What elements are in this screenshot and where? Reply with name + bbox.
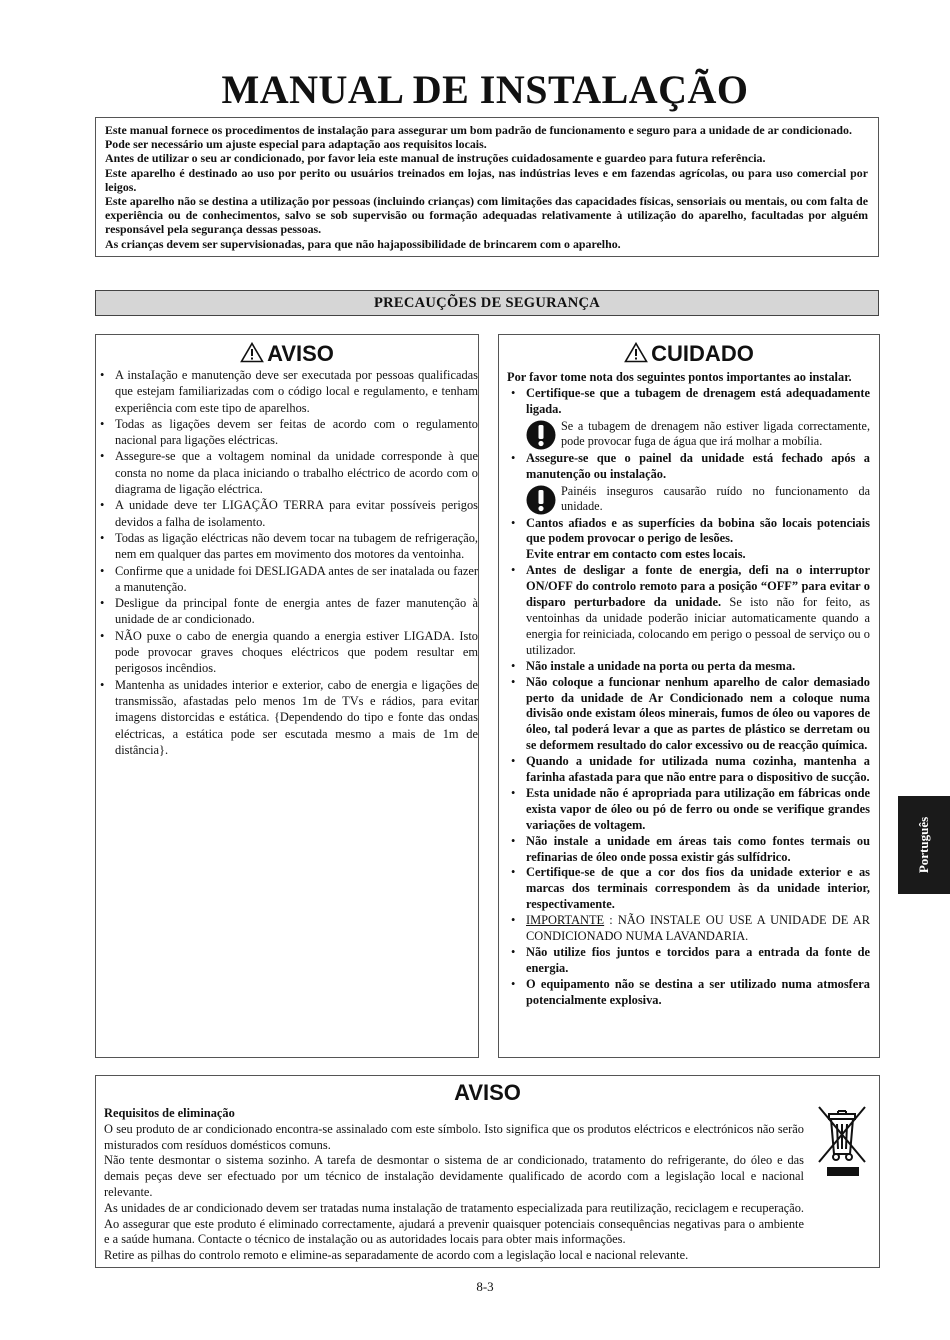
list-item: • Todas as ligação eléctricas não devem tocar na tubagem de refrigeração, nem em qualquer das partes em movimento dos motores da ventoinha. [96, 530, 478, 563]
list-item-text: Não utilize fios juntos e torcidos para a entrada da fonte de energia. [526, 945, 870, 975]
disposal-paragraph: O seu produto de ar condicionado encontra-se assinalado com este símbolo. Isto significa que os produtos eléctricos e electrónicos não serão misturados com resíduos domésticos comuns. [104, 1121, 804, 1152]
list-item: • Desligue da principal fonte de energia antes de fazer manutenção à unidade de ar condicionado. [96, 595, 478, 628]
list-item-text: Assegure-se que o painel da unidade está fechado após a manutenção ou instalação. [526, 450, 870, 481]
list-item-text: Não coloque a funcionar nenhum aparelho de calor demasiado perto da unidade de Ar Condicionado nem a coloque numa divisão onde existam óleos minerais, fumos de óleo ou vapores de óleo, tal poderá levar a que as partes de plástico se derretam ou se deformem resultado do calor excessivo ou de reacção química. [526, 674, 870, 753]
intro-paragraph: Este aparelho é destinado ao uso por perito ou usuários treinados em lojas, nas indústrias leves e em fazendas agrícolas, ou para uso comercial por leigos. [105, 165, 868, 194]
list-item [507, 386, 870, 450]
list-item-text: O equipamento não se destina a ser utilizado numa atmosfera potencialmente explosiva. [526, 976, 870, 1007]
list-item-text: Esta unidade não é apropriada para utilização em fábricas onde exista vapor de óleo ou pó de ferro ou onde se verifique grandes variações de voltagem. [526, 785, 870, 832]
cuidado-list [507, 386, 870, 1009]
intro-paragraph: Pode ser necessário um ajuste especial para adaptação aos requisitos locais. [105, 137, 487, 152]
disposal-box [95, 1075, 880, 1268]
section-title-safety: PRECAUÇÕES DE SEGURANÇA [95, 290, 879, 316]
list-item-text: Certifique-se que a tubagem de drenagem está adequadamente ligada. [526, 385, 870, 416]
list-item: • A instaIação e manutenção deve ser executada por pessoas qualificadas que estejam familiarizadas com o código local e regulamento, e tenham experiência com este tipo de aparelhos. [96, 367, 478, 416]
list-item [507, 675, 870, 755]
exclamation-icon [526, 485, 556, 515]
cuidado-heading-text: CUIDADO [651, 341, 754, 366]
intro-paragraph: Antes de utilizar o seu ar condicionado, por favor leia este manual de instruções cuidadosamente e guardeo para futura referência. [105, 151, 766, 166]
list-item [507, 516, 870, 564]
list-item: • Mantenha as unidades interior e exterior, cabo de energia e ligações de transmissão, afastadas pelo menos 1m de TVs e rádios, para evitar imagens distorcidas e estática. {Dependendo do tipo e fonte das ondas eléctricas, a estática pode ser escutada mesmo a mais de 1m de distância}. [96, 677, 478, 758]
list-item [507, 754, 870, 786]
aviso-list [96, 367, 478, 758]
list-item-text: Não instale a unidade em áreas tais como fontes termais ou refinarias de óleo onde possa existir gás sulfídrico. [526, 833, 870, 864]
cuidado-lead: Por favor tome nota dos seguintes pontos importantes ao instalar. [507, 370, 852, 384]
disposal-paragraph: Retire as pilhas do controlo remoto e elimine-as separadamente de acordo com a legislação local e nacional relevante. [104, 1248, 689, 1263]
exclamation-icon [526, 420, 556, 450]
intro-box [95, 117, 879, 257]
list-item [507, 786, 870, 834]
disposal-paragraph: Não tente desmontar o sistema sozinho. A tarefa de desmontar o sistema de ar condicionado, tratamento do refrigerante, do óleo e das demais peças deve ser efectuado por um técnico de instalação devidamente qualificado de acordo com a legislação local e nacional relevante. [104, 1153, 804, 1199]
list-item-text: : NÃO INSTALE OU USE A UNIDADE DE AR CONDICIONADO NUMA LAVANDARIA. [526, 913, 870, 944]
list-item [507, 977, 870, 1009]
disposal-heading: AVISO [454, 1080, 521, 1105]
list-item [507, 913, 870, 945]
note-text: Se a tubagem de drenagem não estiver ligada correctamente, pode provocar fuga de água que irá molhar a mobília. [561, 418, 870, 448]
list-item [507, 834, 870, 866]
list-item [507, 451, 870, 515]
intro-paragraph: Este manual fornece os procedimentos de instalação para assegurar um bom padrão de funcionamento e seguro para a unidade de ar condicionado. [105, 123, 852, 137]
note [526, 484, 870, 515]
note [526, 419, 870, 450]
disposal-body [104, 1106, 804, 1264]
disposal-subhead: Requisitos de eliminação [104, 1106, 235, 1120]
page-title: MANUAL DE INSTALAÇÃO [221, 67, 749, 112]
warning-triangle-icon [240, 342, 264, 363]
list-item: • Assegure-se que a voltagem nominal da unidade corresponde à que consta no nome da placa iniciando o trabalho eléctrico de acordo com o diagrama de ligação eléctrica. [96, 448, 478, 497]
crossed-bin-icon [814, 1104, 872, 1179]
list-item [507, 945, 870, 977]
page-number: 8-3 [476, 1279, 494, 1294]
cuidado-body [507, 370, 870, 1009]
list-item [507, 865, 870, 913]
list-item: • A unidade deve ter LIGAÇÃO TERRA para evitar possíveis perigos devidos a falha de isolamento. [96, 497, 478, 530]
intro-paragraph: As crianças devem ser supervisionadas, para que não hajapossibilidade de brincarem com o aparelho. [105, 236, 621, 251]
intro-paragraph: Este aparelho não se destina a utilização por pessoas (incluindo crianças) com limitações das capacidades físicas, sensoriais ou mentais, ou com falta de experiência ou de conhecimentos, salvo se sob supervisão ou formação adequadas relativamente à utilização do aparelho, facultadas por alguém responsável pela segurança dessas pessoas. [105, 194, 868, 237]
language-tab [898, 796, 950, 894]
list-item [507, 563, 870, 658]
list-item-text: Cantos afiados e as superfícies da bobina são locais potenciais que podem provocar o perigo de lesões. [526, 515, 870, 546]
cuidado-box [498, 334, 880, 1058]
aviso-heading [96, 341, 478, 367]
list-item-text: Certifique-se de que a cor dos fios da unidade exterior e as marcas dos terminais correspondem às da unidade interior, respectivamente. [526, 865, 870, 912]
language-tab-label: Português [916, 816, 931, 874]
list-item: • Todas as ligações devem ser feitas de acordo com o regulamento nacional para ligações eléctricas. [96, 416, 478, 449]
list-item: • NÃO puxe o cabo de energia quando a energia estiver LIGADA. Isto pode provocar graves choques eléctricos que podem resultar em perigosos incêndios. [96, 628, 478, 677]
list-item-text: Quando a unidade for utilizada numa cozinha, mantenha a farinha afastada para que não entre para o dispositivo de sucção. [526, 754, 870, 785]
disposal-paragraph: As unidades de ar condicionado devem ser tratadas numa instalação de tratamento especializada para reutilização, reciclagem e recuperação. Ao assegurar que este produto é eliminado correctamente, ajudará a prevenir quaisquer potenciais consequências negativas para o ambiente e a saúde humana. Contacte o técnico de instalação ou as autoridades locais para obter mais informações. [104, 1200, 804, 1247]
list-item: • Confirme que a unidade foi DESLIGADA antes de ser inatalada ou fazer a manutenção. [96, 563, 478, 596]
list-item-text: Não instale a unidade na porta ou perta da mesma. [526, 658, 796, 673]
list-item-text: Evite entrar em contacto com estes locais. [526, 547, 746, 562]
note-text: Painéis inseguros causarão ruído no funcionamento da unidade. [561, 483, 870, 513]
list-item [507, 659, 870, 675]
important-label: IMPORTANTE [526, 913, 605, 928]
warning-triangle-icon [624, 342, 648, 363]
cuidado-heading [499, 341, 879, 367]
list-item-text: Se isto não for feito, as ventoinhas da unidade poderão iniciar automaticamente quando a energia for reiniciada, colocando em perigo o pessoal de serviço ou o utilizador. [526, 595, 871, 657]
aviso-box [95, 334, 479, 1058]
list-item-text: Antes de desligar a fonte de energia, defi na o interruptor ON/OFF do controlo remoto para a posição “OFF” para evitar o disparo perturbadore da unidade. [526, 563, 870, 610]
aviso-heading-text: AVISO [267, 341, 334, 366]
